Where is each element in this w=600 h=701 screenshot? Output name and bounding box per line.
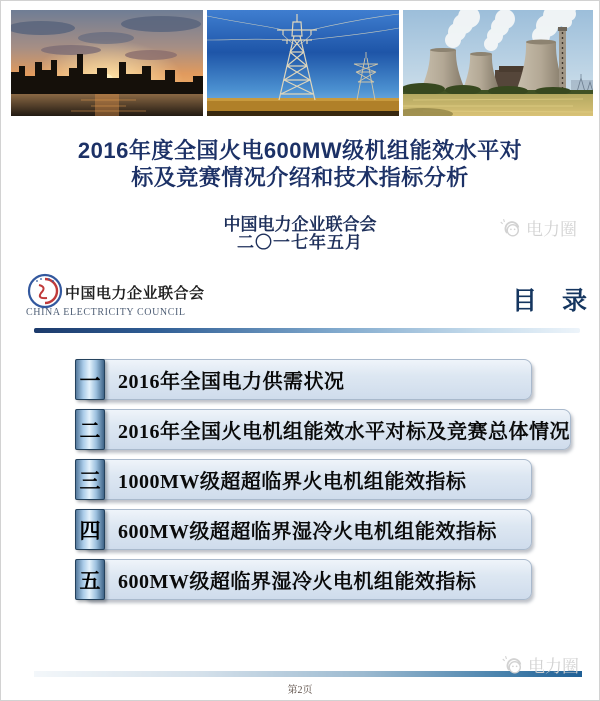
page-number: 第2页	[287, 685, 313, 696]
sunset-city-illustration	[11, 10, 203, 116]
header-divider-rule	[34, 328, 580, 333]
cec-logo-icon	[27, 273, 63, 309]
toc-item-5[interactable]	[75, 559, 532, 600]
header-org-name-cn: 中国电力企业联合会	[65, 285, 205, 302]
toc-item-5-label: 600MW级超临界湿冷火电机组能效指标	[83, 559, 532, 600]
toc-item-3-label: 1000MW级超超临界火电机组能效指标	[83, 459, 532, 500]
watermark-label: 电力圈	[528, 657, 579, 676]
watermark-label: 电力圈	[526, 220, 577, 239]
toc-item-3[interactable]	[75, 459, 532, 500]
watermark-top	[498, 215, 577, 240]
toc-item-2-label: 2016年全国火电机组能效水平对标及竞赛总体情况	[83, 409, 571, 450]
section-title-toc: 目 录	[512, 287, 588, 315]
photo-strip	[11, 10, 593, 116]
toc-item-1-label: 2016年全国电力供需状况	[83, 359, 532, 400]
watermark-logo-icon	[498, 218, 522, 237]
page-title-line1: 2016年度全国火电600MW级机组能效水平对	[77, 138, 523, 163]
toc-item-2-number: 二	[75, 409, 105, 450]
toc-item-2[interactable]	[75, 409, 570, 450]
toc-list	[75, 359, 570, 609]
toc-item-1-number: 一	[75, 359, 105, 400]
toc-item-5-number: 五	[75, 559, 105, 600]
page-title	[1, 137, 599, 191]
toc-item-1[interactable]	[75, 359, 532, 400]
toc-item-4-number: 四	[75, 509, 105, 550]
watermark-logo-icon	[500, 655, 524, 674]
page-title-line2: 标及竞赛情况介绍和技术指标分析	[131, 165, 469, 190]
toc-item-3-number: 三	[75, 459, 105, 500]
cooling-towers-photo	[403, 10, 593, 116]
byline-organization: 中国电力企业联合会	[223, 215, 377, 234]
toc-item-4-label: 600MW级超超临界湿冷火电机组能效指标	[83, 509, 532, 550]
watermark-bottom	[500, 652, 579, 677]
transmission-towers-illustration	[207, 10, 399, 116]
header-org-name-en: CHINA ELECTRICITY COUNCIL	[26, 307, 186, 318]
transmission-towers-photo	[207, 10, 399, 116]
cooling-towers-illustration	[403, 10, 593, 116]
byline-date: 二〇一七年五月	[237, 233, 363, 252]
toc-item-4[interactable]	[75, 509, 532, 550]
sunset-city-photo	[11, 10, 203, 116]
